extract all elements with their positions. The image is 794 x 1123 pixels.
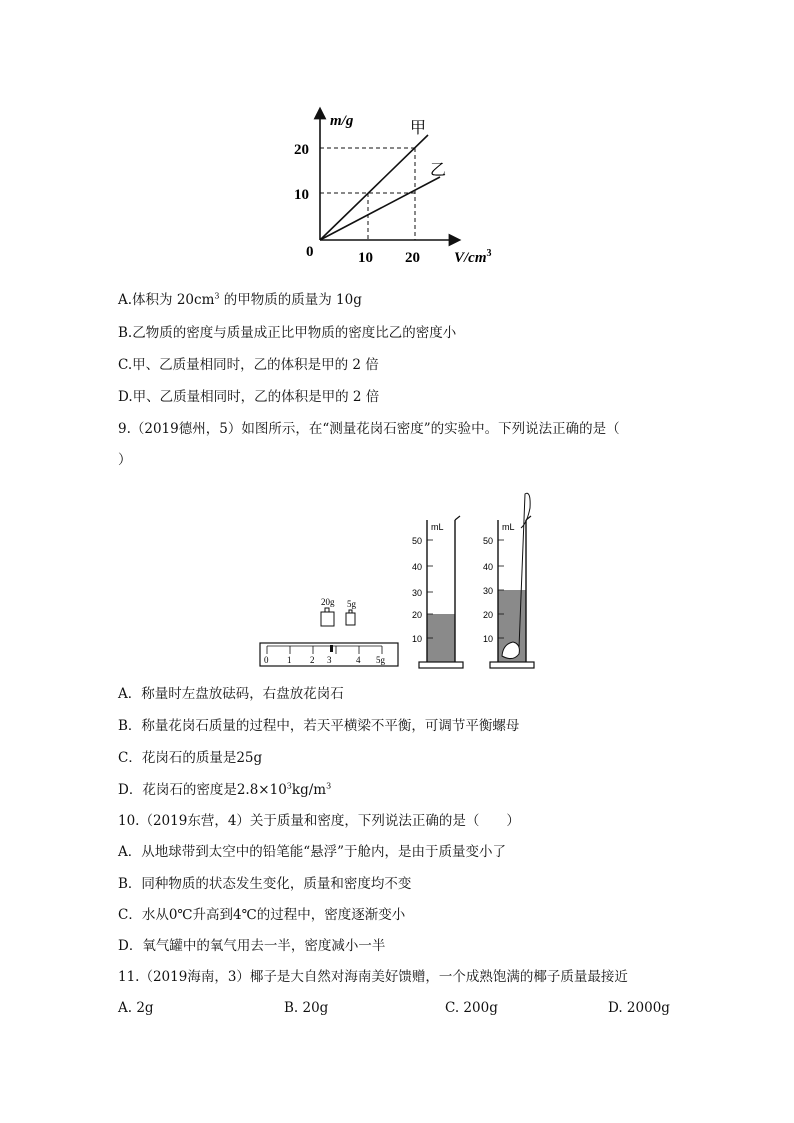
q10-stem: 10.（2019东营，4）关于质量和密度，下列说法正确的是（ ）	[118, 813, 520, 829]
label-jia: 甲	[410, 118, 427, 137]
q8-option-c: C.甲、乙质量相同时，乙的体积是甲的 2 倍	[118, 357, 379, 373]
q11-stem: 11.（2019海南，3）椰子是大自然对海南美好馈赠，一个成熟饱满的椰子质量最接近	[118, 969, 628, 985]
q9-option-b: B．称量花岗石质量的过程中，若天平横梁不平衡，可调节平衡螺母	[118, 718, 520, 734]
y-axis-label: m/g	[330, 113, 354, 129]
cylinder-2-tick-40: 40	[483, 562, 494, 572]
cylinder-1-tick-50: 50	[412, 536, 423, 546]
q10-option-c: C．水从0℃升高到4℃的过程中，密度逐渐变小	[118, 907, 406, 923]
weight-5g-icon	[346, 610, 355, 625]
scale-tick-0: 0	[264, 655, 269, 665]
q9-stem-line2: ）	[118, 452, 132, 468]
q9-option-a: A．称量时左盘放砝码，右盘放花岗石	[118, 686, 344, 702]
cylinder-2-tick-50: 50	[483, 536, 494, 546]
cylinder-2-tick-10: 10	[483, 634, 494, 644]
q11-option-b: B. 20g	[284, 1000, 329, 1016]
measuring-cylinder-1	[419, 516, 463, 668]
cylinder-2-unit: mL	[502, 522, 515, 532]
scale-tick-5: 5g	[376, 655, 385, 665]
x-axis-label: $V/cm^3$	[454, 248, 492, 266]
cylinder-1-tick-20: 20	[412, 610, 423, 620]
cylinder-2-tick-20: 20	[483, 610, 494, 620]
scale-tick-4: 4	[356, 655, 361, 665]
measuring-cylinder-2	[490, 493, 534, 668]
mass-volume-graph	[290, 105, 520, 275]
cylinder-1-unit: mL	[431, 522, 444, 532]
cylinder-1-tick-40: 40	[412, 562, 423, 572]
scale-tick-3: 3	[327, 655, 332, 665]
q8-option-a: A.体积为 $20cm^3$ 的甲物质的质量为 10g	[118, 291, 362, 308]
q9-option-d: D．花岗石的密度是$2.8\times 10^3kg/m^3$	[118, 781, 332, 798]
scale-tick-2: 2	[310, 655, 315, 665]
q11-option-a: A. 2g	[118, 1000, 154, 1016]
q11-option-d: D. 2000g	[608, 1000, 670, 1016]
tick-x-20: 20	[405, 250, 420, 266]
line-jia	[320, 135, 428, 240]
q10-option-d: D．氧气罐中的氧气用去一半，密度减小一半	[118, 938, 386, 954]
q11-option-c: C. 200g	[445, 1000, 498, 1016]
q8-option-b: B.乙物质的密度与质量成正比甲物质的密度比乙的密度小	[118, 325, 457, 341]
tick-y-10: 10	[294, 187, 309, 203]
cylinder-1-tick-30: 30	[412, 588, 423, 598]
weight-20g-label: 20g	[321, 597, 335, 607]
weight-20g-icon	[321, 608, 334, 626]
q8-option-d: D.甲、乙质量相同时，乙的体积是甲的 2 倍	[118, 389, 380, 405]
q10-option-b: B．同种物质的状态发生变化，质量和密度均不变	[118, 876, 412, 892]
line-yi	[320, 177, 440, 240]
origin-label: 0	[306, 244, 314, 260]
cylinder-1-tick-10: 10	[412, 634, 423, 644]
q9-option-c: C．花岗石的质量是25g	[118, 750, 263, 766]
weight-5g-label: 5g	[347, 599, 356, 609]
q10-option-a: A．从地球带到太空中的铅笔能“悬浮”于舱内，是由于质量变小了	[118, 844, 507, 860]
q9-stem-line1: 9.（2019德州，5）如图所示，在“测量花岗石密度”的实验中。下列说法正确的是（	[118, 421, 620, 437]
cylinder-2-tick-30: 30	[483, 586, 494, 596]
label-yi: 乙	[430, 160, 447, 179]
tick-x-10: 10	[358, 250, 373, 266]
scale-tick-1: 1	[287, 655, 292, 665]
tick-y-20: 20	[294, 142, 309, 158]
granite-experiment-figure	[255, 488, 555, 673]
